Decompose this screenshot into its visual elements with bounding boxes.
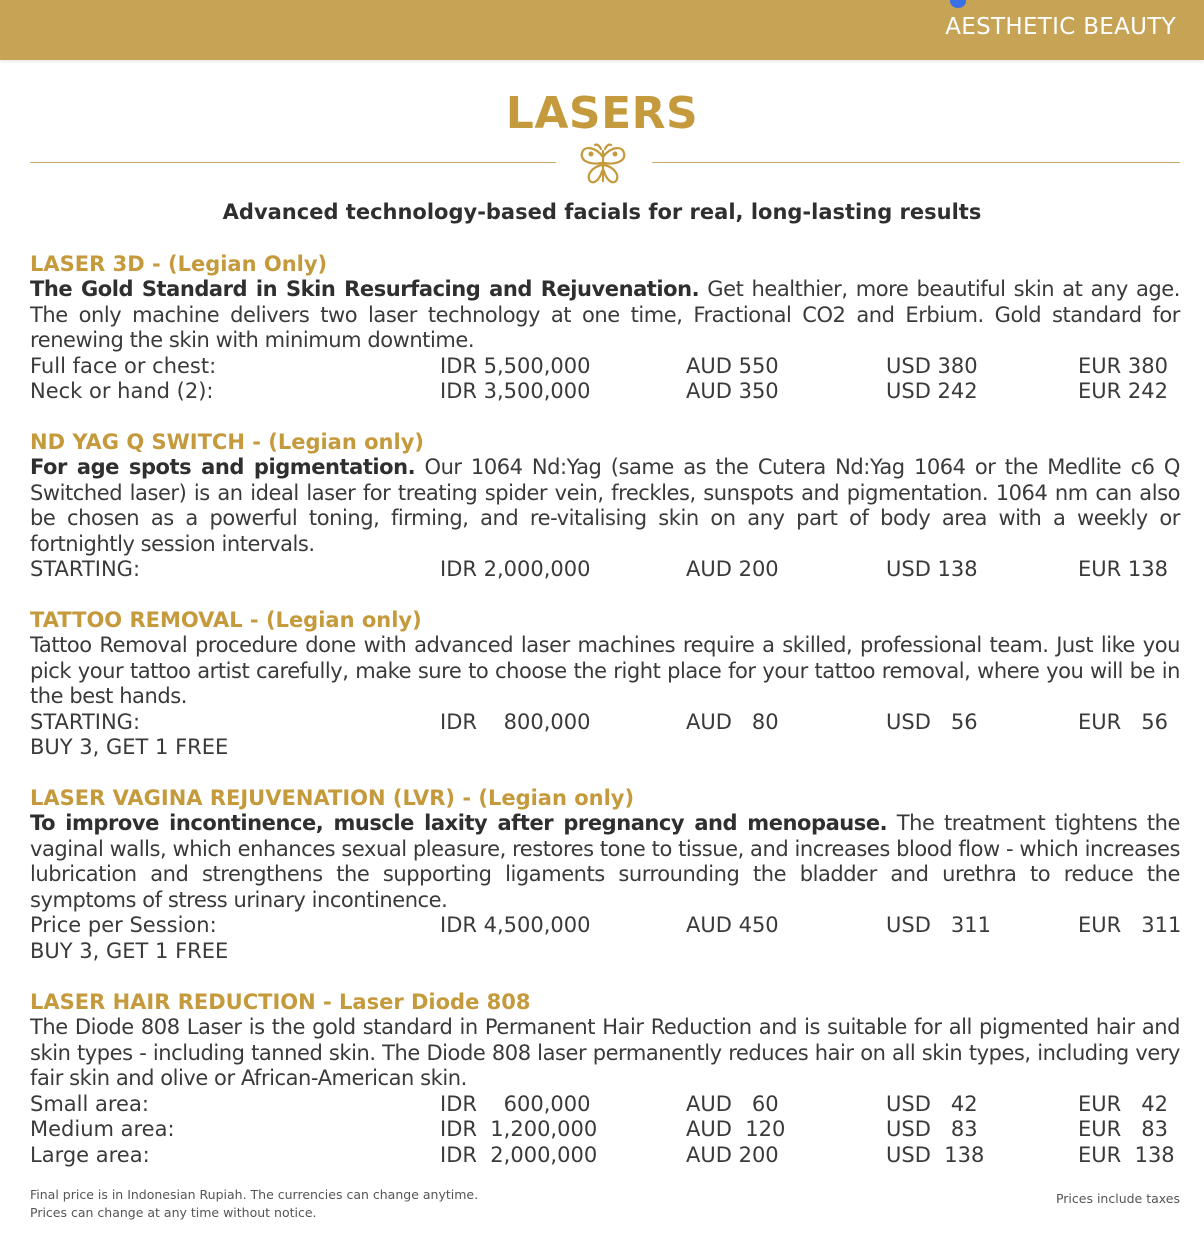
price-usd: USD 42 bbox=[886, 1091, 978, 1116]
section-description bbox=[30, 277, 1180, 354]
section-lead: The Gold Standard in Skin Resurfacing and Rejuvenation. bbox=[30, 277, 700, 301]
price-label: Full face or chest: bbox=[30, 353, 217, 378]
promo-note: BUY 3, GET 1 FREE bbox=[30, 735, 229, 759]
price-aud: AUD 200 bbox=[686, 1142, 779, 1167]
price-label: Large area: bbox=[30, 1142, 150, 1167]
section-body: Our 1064 Nd:Yag (same as the Cutera Nd:Yag 1064 or the Medlite c6 Q Switched laser) is an ideal laser for treating spider vein, freckles, sunspots and pigmentation. 1064 nm can also be chosen as a powerful toning, firming, and re-vitalising skin on any part of body area with a weekly or fortnightly session intervals. bbox=[30, 455, 1180, 556]
price-aud: AUD 450 bbox=[686, 913, 779, 937]
price-eur: EUR 56 bbox=[1078, 709, 1168, 734]
price-usd: USD 56 bbox=[886, 709, 978, 734]
price-usd: USD 242 bbox=[886, 379, 978, 403]
section-title: ND YAG Q SWITCH - (Legian only) bbox=[30, 430, 424, 454]
price-aud: AUD 200 bbox=[686, 557, 779, 581]
brand-name[interactable]: AESTHETIC BEAUTY bbox=[945, 14, 1176, 40]
price-usd: USD 311 bbox=[886, 913, 991, 937]
section-title: LASER VAGINA REJUVENATION (LVR) - (Legian only) bbox=[30, 786, 635, 810]
price-label: Medium area: bbox=[30, 1117, 175, 1141]
price-eur: EUR 380 bbox=[1078, 353, 1168, 378]
section-nd-yag bbox=[30, 430, 1180, 583]
section-body: Get healthier, more beautiful skin at any age. The only machine delivers two laser technology at one time, Fractional CO2 and Erbium. Gold standard for renewing the skin with minimum downtime. bbox=[30, 277, 1180, 352]
price-row bbox=[30, 710, 1180, 736]
price-idr: IDR 1,200,000 bbox=[440, 1117, 598, 1141]
price-aud: AUD 120 bbox=[686, 1117, 786, 1141]
footer-taxes-note: Prices include taxes bbox=[1055, 1191, 1180, 1206]
section-description: Tattoo Removal procedure done with advanced laser machines require a skilled, professional team. Just like you pick your tattoo artist carefully, make sure to choose the right place for your tattoo removal, where you will be in the best hands. bbox=[30, 633, 1180, 708]
price-row bbox=[30, 557, 1180, 583]
price-label: Neck or hand (2): bbox=[30, 379, 214, 403]
page-title: LASERS bbox=[505, 88, 699, 139]
price-eur: EUR 311 bbox=[1078, 913, 1182, 937]
section-tattoo-removal bbox=[30, 608, 1180, 761]
section-lvr bbox=[30, 786, 1180, 964]
page-subtitle: Advanced technology-based facials for real, long-lasting results bbox=[222, 200, 982, 224]
price-label: Price per Session: bbox=[30, 913, 217, 937]
price-row bbox=[30, 379, 1180, 405]
price-label: STARTING: bbox=[30, 557, 141, 581]
price-label: STARTING: bbox=[30, 709, 141, 734]
divider-right bbox=[652, 162, 1180, 163]
promo-note: BUY 3, GET 1 FREE bbox=[30, 938, 229, 963]
footer-disclaimer bbox=[30, 1186, 478, 1222]
indicator-dot bbox=[950, 0, 966, 8]
price-eur: EUR 242 bbox=[1078, 379, 1168, 403]
price-idr: IDR 800,000 bbox=[440, 709, 591, 734]
price-idr: IDR 4,500,000 bbox=[440, 913, 591, 937]
price-aud: AUD 550 bbox=[686, 353, 779, 378]
price-aud: AUD 80 bbox=[686, 709, 779, 734]
price-idr: IDR 600,000 bbox=[440, 1091, 591, 1116]
price-idr: IDR 2,000,000 bbox=[440, 557, 591, 581]
section-title: LASER 3D - (Legian Only) bbox=[30, 252, 328, 276]
price-usd: USD 83 bbox=[886, 1117, 978, 1141]
price-row bbox=[30, 354, 1180, 380]
header-bar bbox=[0, 0, 1204, 60]
price-eur: EUR 83 bbox=[1078, 1117, 1168, 1141]
section-description bbox=[30, 811, 1180, 913]
section-description: The Diode 808 Laser is the gold standard in Permanent Hair Reduction and is suitable for all pigmented hair and skin types - including tanned skin. The Diode 808 laser permanently reduces hair on all skin types, including very fair skin and olive or African-American skin. bbox=[30, 1015, 1180, 1090]
price-eur: EUR 138 bbox=[1078, 557, 1168, 581]
footer-line-1: Final price is in Indonesian Rupiah. The currencies can change anytime. bbox=[30, 1187, 479, 1202]
section-laser-3d bbox=[30, 252, 1180, 405]
footer-line-2: Prices can change at any time without notice. bbox=[30, 1205, 317, 1220]
price-row bbox=[30, 913, 1180, 939]
price-usd: USD 138 bbox=[886, 557, 978, 581]
price-idr: IDR 3,500,000 bbox=[440, 379, 591, 403]
divider-left bbox=[30, 162, 556, 163]
section-lead: For age spots and pigmentation. bbox=[30, 455, 416, 479]
price-row bbox=[30, 1092, 1180, 1118]
section-hair-reduction bbox=[30, 990, 1180, 1168]
section-description bbox=[30, 455, 1180, 557]
price-usd: USD 138 bbox=[886, 1142, 985, 1167]
section-title: TATTOO REMOVAL - (Legian only) bbox=[30, 608, 422, 632]
price-eur: EUR 138 bbox=[1078, 1142, 1175, 1167]
section-lead: To improve incontinence, muscle laxity after pregnancy and menopause. bbox=[30, 811, 888, 835]
butterfly-icon bbox=[578, 143, 628, 187]
price-eur: EUR 42 bbox=[1078, 1091, 1168, 1116]
price-aud: AUD 350 bbox=[686, 379, 779, 403]
price-row bbox=[30, 1117, 1180, 1143]
price-row bbox=[30, 1143, 1180, 1169]
price-usd: USD 380 bbox=[886, 353, 978, 378]
price-idr: IDR 2,000,000 bbox=[440, 1142, 598, 1167]
price-idr: IDR 5,500,000 bbox=[440, 353, 591, 378]
section-title: LASER HAIR REDUCTION - Laser Diode 808 bbox=[30, 990, 531, 1014]
price-aud: AUD 60 bbox=[686, 1091, 779, 1116]
section-body: The treatment tightens the vaginal walls, which enhances sexual pleasure, restores tone to tissue, and increases blood flow - which increases lubrication and strengthens the supporting ligaments surrounding the bladder and urethra to reduce the symptoms of stress urinary incontinence. bbox=[30, 811, 1180, 912]
price-label: Small area: bbox=[30, 1091, 149, 1116]
